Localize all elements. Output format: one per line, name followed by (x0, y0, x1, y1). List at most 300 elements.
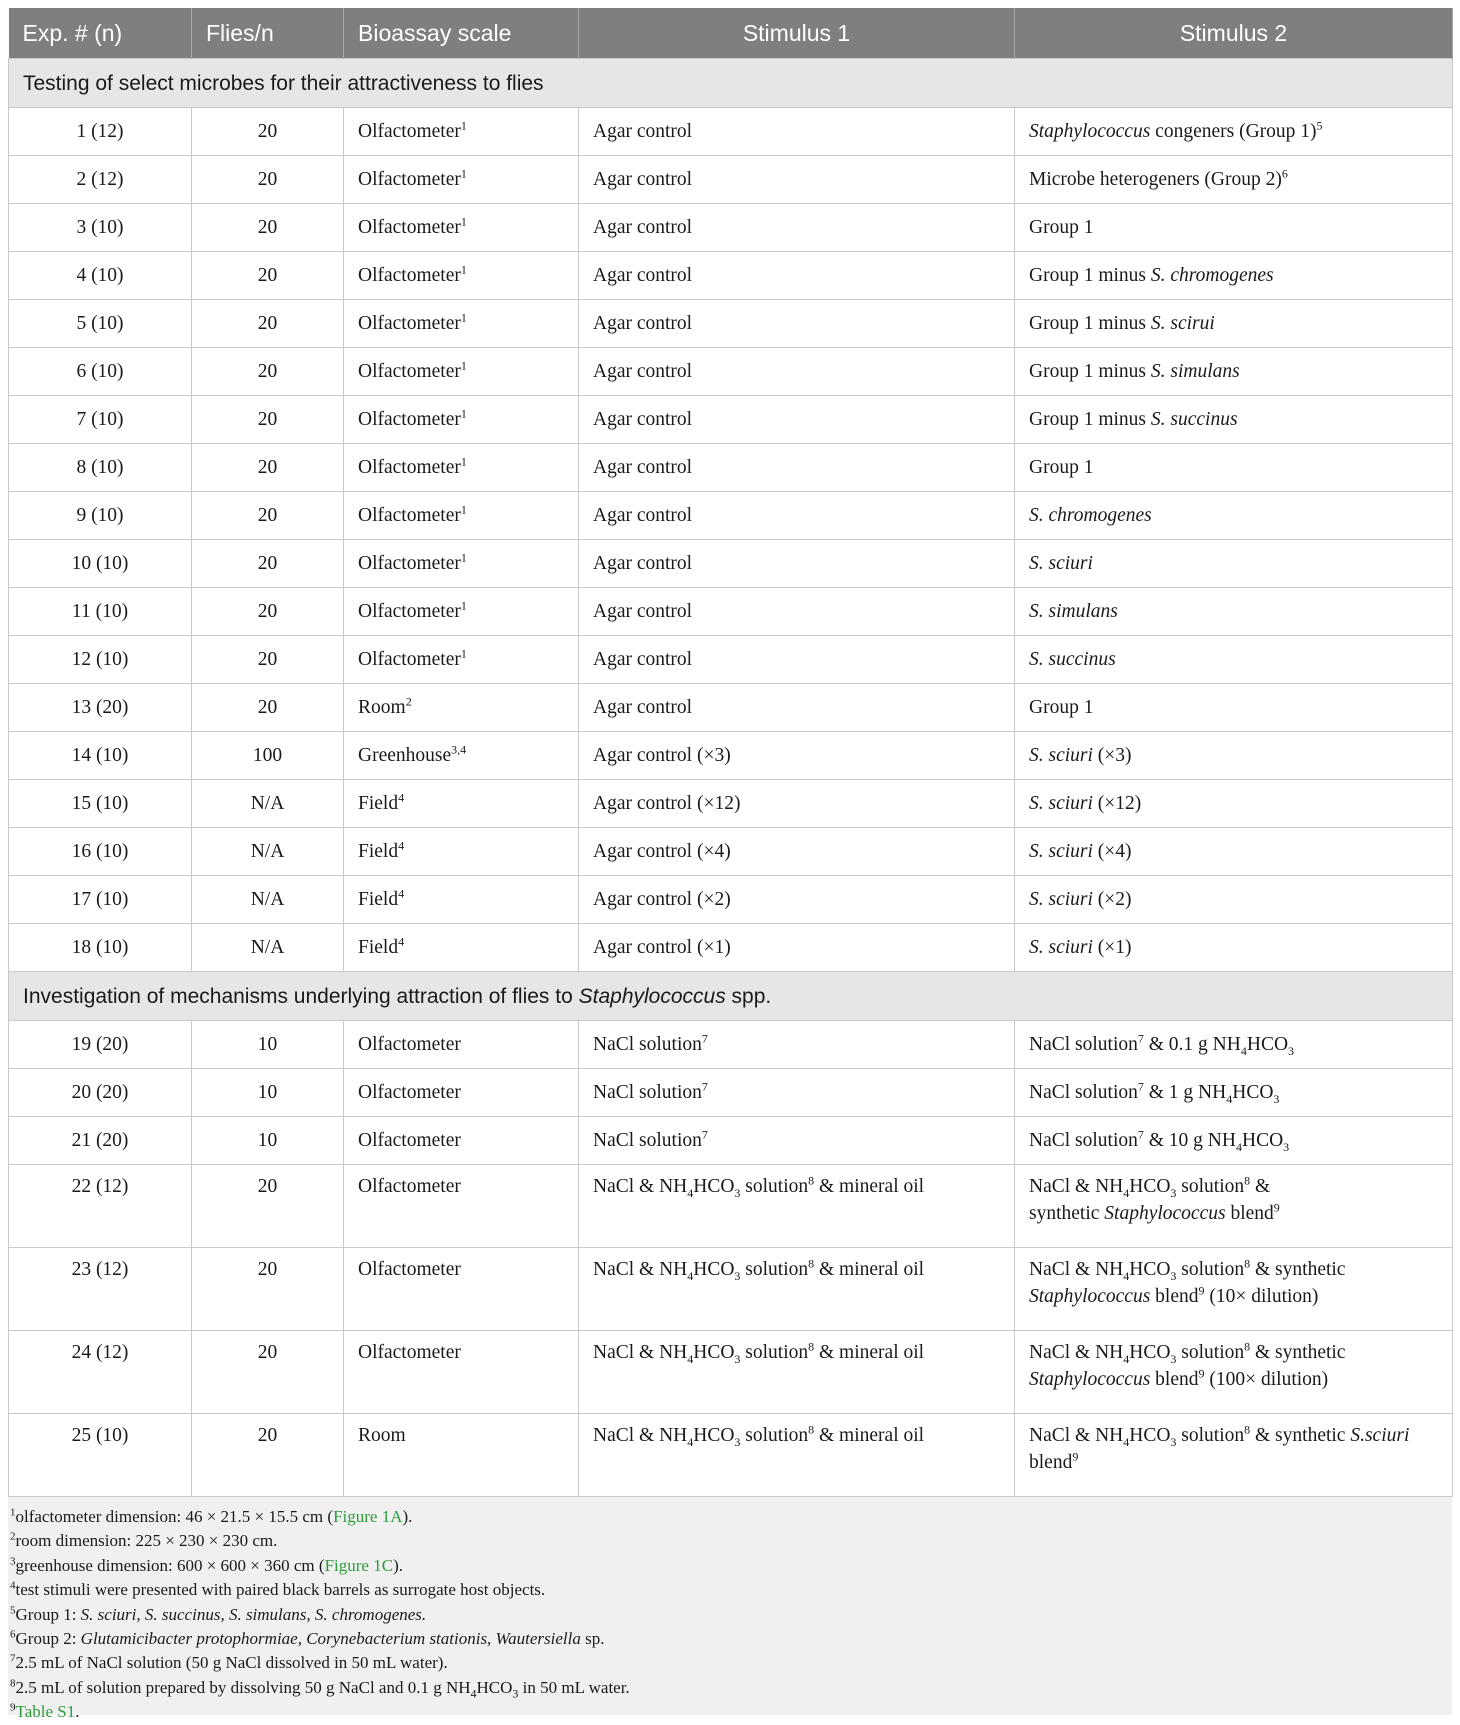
text: Agar control (593, 265, 693, 286)
cell-bioassay-scale (344, 636, 579, 684)
text: solution (1176, 1259, 1245, 1280)
cell-flies: N/A (192, 828, 344, 876)
cell-flies: 20 (192, 1165, 344, 1248)
text: Agar control (593, 697, 693, 718)
text: blend (1029, 1452, 1073, 1473)
text: solution (1176, 1425, 1245, 1446)
cell-exp: 25 (10) (9, 1414, 192, 1497)
superscript: 4 (398, 790, 405, 805)
scale-text: Olfactometer (358, 169, 461, 190)
cell-stimulus-2 (1015, 876, 1453, 924)
subscript: 3 (1288, 1043, 1295, 1058)
table-row (9, 108, 1453, 156)
text: Agar control (593, 553, 693, 574)
text: & mineral oil (814, 1425, 925, 1446)
scale-text: Field (358, 889, 399, 910)
table-row (9, 924, 1453, 972)
cell-stimulus-2 (1015, 396, 1453, 444)
cell-exp: 12 (10) (9, 636, 192, 684)
cell-flies: 20 (192, 396, 344, 444)
header-flies: Flies/n (192, 8, 344, 59)
superscript: 9 (10, 1701, 16, 1714)
cell-flies: 20 (192, 540, 344, 588)
text: (×12) (1092, 793, 1142, 814)
scale-text: Olfactometer (358, 313, 461, 334)
cell-exp: 5 (10) (9, 300, 192, 348)
subscript: 3 (734, 1268, 741, 1283)
cell-bioassay-scale (344, 300, 579, 348)
cell-exp: 19 (20) (9, 1021, 192, 1069)
text: & (1250, 1176, 1271, 1197)
text: Group 1: (15, 1604, 81, 1624)
table-row (9, 1331, 1453, 1414)
text: NaCl solution (593, 1130, 702, 1151)
italic-text: S. sciuri (1029, 841, 1093, 862)
superscript: 2 (10, 1530, 16, 1543)
cell-flies: 20 (192, 1414, 344, 1497)
cell-stimulus-1 (579, 492, 1015, 540)
text: NaCl solution (1029, 1082, 1138, 1103)
text: Agar control (×12) (593, 793, 741, 814)
cell-bioassay-scale (344, 1248, 579, 1331)
section-title-1: Testing of select microbes for their attractiveness to flies (9, 59, 1453, 108)
cell-stimulus-2 (1015, 300, 1453, 348)
text: NaCl & NH (593, 1425, 688, 1446)
table-row (9, 1069, 1453, 1117)
cell-stimulus-2 (1015, 252, 1453, 300)
italic-text: S.sciuri (1350, 1425, 1410, 1446)
cell-flies: 20 (192, 108, 344, 156)
footnote-4 (10, 1578, 1450, 1602)
scale-text: Olfactometer (358, 217, 461, 238)
subscript: 4 (687, 1268, 694, 1283)
text: HCO (1129, 1259, 1171, 1280)
cell-exp: 23 (12) (9, 1248, 192, 1331)
scale-text: Olfactometer (358, 1342, 461, 1363)
cell-flies: N/A (192, 780, 344, 828)
cell-exp: 15 (10) (9, 780, 192, 828)
superscript: 8 (808, 1256, 815, 1271)
text: 2.5 mL of solution prepared by dissolving 50 g NaCl and 0.1 g NH (15, 1677, 471, 1697)
italic-text: S. simulans (1029, 601, 1118, 622)
header-stimulus-2: Stimulus 2 (1015, 8, 1453, 59)
text: test stimuli were presented with paired black barrels as surrogate host objects. (15, 1580, 546, 1600)
cell-stimulus-1 (579, 1069, 1015, 1117)
subscript: 4 (687, 1434, 694, 1449)
subscript: 3 (734, 1434, 741, 1449)
text: Agar control (593, 169, 693, 190)
subscript: 4 (1123, 1434, 1130, 1449)
cell-stimulus-1 (579, 1414, 1015, 1497)
subscript: 4 (470, 1686, 477, 1701)
scale-text: Olfactometer (358, 121, 461, 142)
cell-bioassay-scale (344, 1117, 579, 1165)
superscript: 1 (460, 214, 467, 229)
table-row (9, 300, 1453, 348)
subscript: 3 (1170, 1268, 1177, 1283)
cell-exp: 14 (10) (9, 732, 192, 780)
text: synthetic (1029, 1203, 1105, 1224)
text: Agar control (593, 121, 693, 142)
text: room dimension: 225 × 230 × 230 cm. (15, 1531, 278, 1551)
cell-stimulus-2 (1015, 108, 1453, 156)
cell-exp: 11 (10) (9, 588, 192, 636)
scale-text: Olfactometer (358, 1259, 461, 1280)
cell-bioassay-scale (344, 828, 579, 876)
table-row (9, 1021, 1453, 1069)
text: . (75, 1702, 80, 1722)
cell-exp: 6 (10) (9, 348, 192, 396)
cell-bioassay-scale (344, 732, 579, 780)
cell-stimulus-2 (1015, 588, 1453, 636)
cell-stimulus-2 (1015, 540, 1453, 588)
scale-text: Field (358, 793, 399, 814)
figure-link[interactable]: Figure 1C (324, 1555, 394, 1575)
text: Agar control (593, 457, 693, 478)
cell-exp: 24 (12) (9, 1331, 192, 1414)
cell-stimulus-2 (1015, 204, 1453, 252)
superscript: 7 (1137, 1031, 1144, 1046)
header-row (9, 8, 1453, 59)
text: HCO (693, 1259, 735, 1280)
superscript: 1 (460, 358, 467, 373)
italic-text: S. simulans (1150, 361, 1240, 382)
table-row (9, 732, 1453, 780)
experiments-table (8, 8, 1453, 1497)
text: Group 1 (1029, 697, 1094, 718)
text: blend (1150, 1286, 1199, 1307)
cell-exp: 8 (10) (9, 444, 192, 492)
superscript: 5 (1316, 118, 1323, 133)
cell-bioassay-scale (344, 252, 579, 300)
cell-stimulus-2 (1015, 1248, 1453, 1331)
italic-text: S. sciuri (1029, 553, 1093, 574)
superscript: 1 (460, 166, 467, 181)
text: HCO (693, 1425, 735, 1446)
table-row (9, 396, 1453, 444)
subscript: 4 (1235, 1139, 1242, 1154)
footnote-9 (10, 1700, 1450, 1724)
italic-text: Staphylococcus (1104, 1203, 1226, 1224)
footnote-1 (10, 1505, 1450, 1529)
superscript: 7 (701, 1031, 708, 1046)
cell-exp: 2 (12) (9, 156, 192, 204)
text: HCO (1129, 1342, 1171, 1363)
cell-bioassay-scale (344, 492, 579, 540)
subscript: 3 (1170, 1351, 1177, 1366)
cell-stimulus-1 (579, 1165, 1015, 1248)
cell-bioassay-scale (344, 396, 579, 444)
table-row (9, 588, 1453, 636)
cell-stimulus-2 (1015, 732, 1453, 780)
superscript: 9 (1072, 1449, 1079, 1464)
text: Agar control (×3) (593, 745, 731, 766)
cell-stimulus-1 (579, 396, 1015, 444)
italic-text: S. chromogenes (1150, 265, 1274, 286)
cell-stimulus-1 (579, 348, 1015, 396)
table-row (9, 636, 1453, 684)
figure-link[interactable]: Table S1 (15, 1702, 76, 1722)
table-row (9, 876, 1453, 924)
cell-flies: 20 (192, 684, 344, 732)
scale-text: Olfactometer (358, 505, 461, 526)
cell-stimulus-2 (1015, 444, 1453, 492)
cell-flies: 20 (192, 444, 344, 492)
superscript: 6 (1281, 166, 1288, 181)
text: NaCl & NH (593, 1176, 688, 1197)
subscript: 4 (1240, 1043, 1247, 1058)
cell-exp: 18 (10) (9, 924, 192, 972)
italic-text: S. sciuri, S. succinus, S. simulans, S. chromogenes. (80, 1604, 427, 1624)
cell-flies: 20 (192, 636, 344, 684)
text: & mineral oil (814, 1342, 925, 1363)
cell-stimulus-1 (579, 252, 1015, 300)
table-row (9, 1414, 1453, 1497)
superscript: 8 (808, 1173, 815, 1188)
cell-bioassay-scale (344, 156, 579, 204)
table-row (9, 1165, 1453, 1248)
cell-bioassay-scale (344, 684, 579, 732)
table-row (9, 540, 1453, 588)
cell-exp: 3 (10) (9, 204, 192, 252)
cell-stimulus-1 (579, 444, 1015, 492)
text: solution (740, 1425, 809, 1446)
table-row (9, 204, 1453, 252)
cell-exp: 4 (10) (9, 252, 192, 300)
text: & synthetic (1250, 1425, 1351, 1446)
text: (10× dilution) (1204, 1286, 1319, 1307)
subscript: 4 (1226, 1091, 1233, 1106)
footnote-8 (10, 1676, 1450, 1700)
superscript: 2 (405, 694, 412, 709)
cell-bioassay-scale (344, 540, 579, 588)
subscript: 3 (734, 1351, 741, 1366)
text: Group 1 minus (1029, 313, 1151, 334)
text: sp. (580, 1629, 605, 1649)
cell-bioassay-scale (344, 1021, 579, 1069)
text: NaCl solution (1029, 1034, 1138, 1055)
cell-flies: 10 (192, 1021, 344, 1069)
table-row (9, 444, 1453, 492)
cell-stimulus-1 (579, 636, 1015, 684)
superscript: 1 (460, 406, 467, 421)
table-row (9, 780, 1453, 828)
text: solution (740, 1342, 809, 1363)
cell-flies: 10 (192, 1069, 344, 1117)
table-row (9, 1117, 1453, 1165)
subscript: 4 (1123, 1351, 1130, 1366)
cell-stimulus-2 (1015, 636, 1453, 684)
text: olfactometer dimension: 46 × 21.5 × 15.5 cm ( (15, 1507, 334, 1526)
figure-link[interactable]: Figure 1A (333, 1507, 403, 1526)
superscript: 8 (1244, 1173, 1251, 1188)
superscript: 1 (10, 1506, 16, 1519)
text: NaCl solution (1029, 1130, 1138, 1151)
superscript: 1 (460, 598, 467, 613)
superscript: 9 (1198, 1283, 1205, 1298)
text: NaCl & NH (1029, 1425, 1124, 1446)
text: & 0.1 g NH (1143, 1034, 1241, 1055)
cell-stimulus-2 (1015, 828, 1453, 876)
text: HCO (1246, 1034, 1289, 1055)
footnote-2 (10, 1529, 1450, 1553)
section-row-1 (9, 59, 1453, 108)
text: & synthetic (1250, 1259, 1346, 1280)
text: Group 2: (15, 1629, 81, 1649)
superscript: 8 (10, 1677, 16, 1690)
text: & synthetic (1250, 1342, 1346, 1363)
cell-bioassay-scale (344, 588, 579, 636)
table-body (9, 59, 1453, 1497)
subscript: 3 (1273, 1091, 1280, 1106)
table-row (9, 828, 1453, 876)
superscript: 1 (460, 262, 467, 277)
superscript: 7 (1137, 1127, 1144, 1142)
text: Agar control (593, 409, 693, 430)
italic-text: S. succinus (1029, 649, 1116, 670)
footnote-6 (10, 1627, 1450, 1651)
cell-stimulus-2 (1015, 492, 1453, 540)
text: NaCl solution (593, 1082, 702, 1103)
text: NaCl & NH (1029, 1342, 1124, 1363)
text: Agar control (593, 505, 693, 526)
text: Agar control (593, 313, 693, 334)
text: solution (740, 1176, 809, 1197)
cell-stimulus-1 (579, 924, 1015, 972)
text: Agar control (593, 217, 693, 238)
cell-flies: 20 (192, 300, 344, 348)
scale-text: Olfactometer (358, 649, 461, 670)
text: greenhouse dimension: 600 × 600 × 360 cm ( (15, 1555, 325, 1575)
superscript: 1 (460, 550, 467, 565)
text: Microbe heterogeners (Group 2) (1029, 169, 1282, 190)
text: & mineral oil (814, 1176, 925, 1197)
cell-exp: 1 (12) (9, 108, 192, 156)
text: HCO (693, 1176, 735, 1197)
cell-stimulus-2 (1015, 780, 1453, 828)
superscript: 8 (808, 1339, 815, 1354)
cell-bioassay-scale (344, 108, 579, 156)
scale-text: Room (358, 697, 406, 718)
subscript: 4 (1123, 1268, 1130, 1283)
cell-exp: 22 (12) (9, 1165, 192, 1248)
text: blend (1225, 1203, 1274, 1224)
section-title-2-pre: Investigation of mechanisms underlying attraction of flies to (23, 984, 579, 1008)
header-exp: Exp. # (n) (9, 8, 192, 59)
cell-stimulus-1 (579, 732, 1015, 780)
superscript: 7 (701, 1079, 708, 1094)
scale-text: Olfactometer (358, 601, 461, 622)
cell-stimulus-2 (1015, 1117, 1453, 1165)
superscript: 1 (460, 310, 467, 325)
cell-flies: 20 (192, 348, 344, 396)
superscript: 7 (10, 1652, 16, 1665)
text: solution (740, 1259, 809, 1280)
superscript: 7 (1137, 1079, 1144, 1094)
italic-text: S. succinus (1150, 409, 1238, 430)
section-title-2 (9, 972, 1453, 1021)
text: congeners (Group 1) (1150, 121, 1317, 142)
table-row (9, 156, 1453, 204)
text: NaCl & NH (593, 1259, 688, 1280)
cell-stimulus-2 (1015, 1165, 1453, 1248)
text: 2.5 mL of NaCl solution (50 g NaCl dissolved in 50 mL water). (15, 1653, 448, 1673)
text: Group 1 minus (1029, 265, 1151, 286)
text: NaCl & NH (1029, 1259, 1124, 1280)
superscript: 4 (398, 886, 405, 901)
superscript: 7 (701, 1127, 708, 1142)
superscript: 9 (1198, 1366, 1205, 1381)
cell-stimulus-2 (1015, 684, 1453, 732)
scale-text: Room (358, 1425, 406, 1446)
cell-stimulus-1 (579, 156, 1015, 204)
text: & mineral oil (814, 1259, 925, 1280)
superscript: 1 (460, 502, 467, 517)
section-row-2 (9, 972, 1453, 1021)
superscript: 8 (1244, 1339, 1251, 1354)
cell-bioassay-scale (344, 348, 579, 396)
superscript: 8 (1244, 1422, 1251, 1437)
text: Agar control (593, 601, 693, 622)
text: Agar control (593, 361, 693, 382)
table-row (9, 252, 1453, 300)
cell-bioassay-scale (344, 876, 579, 924)
italic-text: S. sciuri (1029, 793, 1093, 814)
cell-bioassay-scale (344, 1165, 579, 1248)
footnote-7 (10, 1651, 1450, 1675)
cell-stimulus-1 (579, 1248, 1015, 1331)
scale-text: Field (358, 937, 399, 958)
superscript: 1 (460, 646, 467, 661)
cell-flies: 20 (192, 588, 344, 636)
cell-flies: 20 (192, 204, 344, 252)
italic-text: S. chromogenes (1029, 505, 1152, 526)
text: (100× dilution) (1204, 1369, 1329, 1390)
superscript: 5 (10, 1603, 16, 1616)
scale-text: Olfactometer (358, 1176, 461, 1197)
cell-stimulus-1 (579, 1331, 1015, 1414)
scale-text: Olfactometer (358, 1130, 461, 1151)
cell-stimulus-2 (1015, 1069, 1453, 1117)
cell-stimulus-1 (579, 588, 1015, 636)
cell-flies: 20 (192, 1331, 344, 1414)
cell-exp: 13 (20) (9, 684, 192, 732)
cell-exp: 20 (20) (9, 1069, 192, 1117)
cell-stimulus-1 (579, 828, 1015, 876)
text: ). (402, 1507, 413, 1526)
subscript: 3 (512, 1686, 519, 1701)
footnotes (8, 1497, 1452, 1722)
cell-stimulus-2 (1015, 924, 1453, 972)
text: solution (1176, 1176, 1245, 1197)
superscript: 8 (1244, 1256, 1251, 1271)
text: HCO (1241, 1130, 1284, 1151)
section-title-2-post: spp. (725, 984, 772, 1008)
text: (×3) (1092, 745, 1132, 766)
superscript: 6 (10, 1628, 16, 1641)
cell-stimulus-2 (1015, 1021, 1453, 1069)
cell-flies: 20 (192, 1248, 344, 1331)
superscript: 4 (398, 934, 405, 949)
cell-stimulus-1 (579, 780, 1015, 828)
cell-exp: 7 (10) (9, 396, 192, 444)
cell-bioassay-scale (344, 1069, 579, 1117)
italic-text: Staphylococcus (1029, 1286, 1151, 1307)
header-stimulus-1: Stimulus 1 (579, 8, 1015, 59)
cell-flies: N/A (192, 924, 344, 972)
cell-exp: 17 (10) (9, 876, 192, 924)
scale-text: Greenhouse (358, 745, 452, 766)
